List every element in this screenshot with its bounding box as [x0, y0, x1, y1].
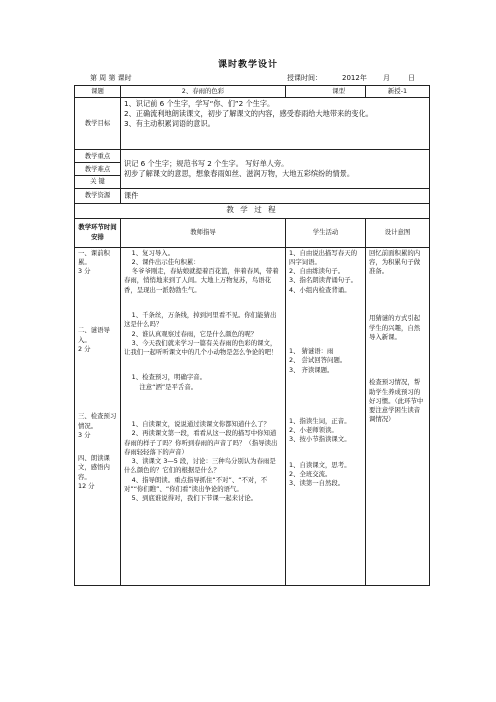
- key-line-2: 初步了解课文的意思，想象春雨如丝、滋润万物，大地五彩缤纷的情景。: [124, 168, 355, 178]
- key-row-1: [75, 150, 430, 163]
- teacher-column: [121, 247, 286, 585]
- student-step: 1、 猜谜语：雨: [289, 346, 334, 355]
- teacher-step: 5、到底谁说得对，我们下节课一起来讨论。: [131, 494, 258, 503]
- col-intent: 设计意图: [366, 218, 430, 247]
- page-title: 课时教学设计: [217, 60, 278, 70]
- goals-label: 教学目标: [75, 98, 121, 150]
- teacher-step: 4、指导朗读。重点指导抓住“不对”、“不对，不对”“你们瞧”、“你们看”读出争论的语气。: [124, 475, 268, 493]
- process-title: 教 学 过 程: [75, 203, 430, 218]
- column-header-row: [75, 218, 430, 247]
- student-step: 4、小组内检查背诵。: [289, 285, 351, 294]
- intent-2: 用猜谜的方式引起学生的兴趣，自然导入新课。: [369, 314, 421, 341]
- teacher-step: 2、再读课文第一段，看看从这一段的描写中你知道春雨的样子了吗？你听到春雨的声音了吗？（指导读出春雨轻轻落下的声音）: [124, 429, 278, 456]
- student-step: 3、按小节指读课文。: [289, 435, 351, 444]
- key-label-a: 教学重点: [75, 150, 121, 163]
- student-step: 1、自由说出描写春天的四字词语。: [289, 248, 357, 266]
- stage-4: 四、朗读课文，感悟内容。: [78, 454, 110, 481]
- student-step: 2、全班交流。: [289, 469, 332, 478]
- stage-2: 二、谜语导入。: [78, 326, 110, 344]
- goals-row: [75, 98, 430, 150]
- goal-item: 3、有主动积累词语的意识。: [124, 118, 215, 128]
- stage-1-time: 3 分: [78, 267, 91, 276]
- goal-item: 2、正确流利地朗读课文，初步了解课文的内容，感受春雨给大地带来的变化。: [124, 109, 373, 118]
- intent-3: 检查预习情况，帮助学生养成预习的好习惯。（此环节中要注意学困生读音调情况）: [369, 378, 424, 424]
- key-label-b: 教学难点: [75, 163, 121, 176]
- year: 2012年: [342, 74, 367, 82]
- resource-label: 教学资源: [75, 188, 121, 203]
- teacher-step: 1、检查预习，明确字音。: [131, 373, 207, 382]
- teacher-step: 3、今天我们就来学习一篇有关春雨的色彩的课文，让我们一起听听课文中的几个小动物是怎么争论的吧！: [124, 338, 278, 357]
- goal-item: 1、识记前 6 个生字，学写“你、们”2 个生字。: [124, 99, 275, 109]
- student-step: 3、 齐读课题。: [289, 365, 334, 374]
- student-step: 1、指读生词，正音。: [289, 416, 351, 425]
- stage-2-time: 2 分: [78, 344, 91, 353]
- resource-row: [75, 188, 430, 203]
- teacher-step: 3、读课文 3—5 段，讨论：三种鸟分别认为春雨是什么颜色的？它们的根据是什么？: [124, 457, 276, 475]
- student-step: 2、 尝试回答问题。: [289, 356, 347, 365]
- lesson-label: 课题: [75, 86, 121, 98]
- student-step: 2、自由练读句子。: [289, 267, 345, 276]
- student-column: [286, 247, 366, 585]
- process-body-row: [75, 247, 430, 585]
- stage-1: 一、课前积累。: [78, 248, 110, 266]
- stage-4-time: 12 分: [78, 481, 95, 490]
- col-student: 学生活动: [286, 218, 366, 247]
- key-line-1: 识记 6 个生字；规范书写 2 个生字。 写好单人旁。: [124, 159, 289, 169]
- lesson-row: [75, 86, 430, 98]
- teacher-step: 注意“洒”是平舌音。: [139, 382, 198, 391]
- stage-3-time: 3 分: [78, 430, 91, 439]
- day: 日: [408, 74, 415, 82]
- teacher-step: 1、自读课文，说说通过读课文你都知道什么了？: [131, 419, 270, 428]
- student-step: 2、小老师领读。: [289, 426, 338, 435]
- lesson-plan-table: [74, 85, 430, 586]
- month: 月: [383, 74, 390, 82]
- resource-value: 课件: [121, 188, 430, 203]
- student-step: 3、读第一自然段。: [289, 479, 345, 488]
- teacher-step: 2、谁认真观察过春雨，它是什么颜色的呢？: [131, 329, 258, 338]
- lesson-value: 2、春雨的色彩: [121, 86, 286, 98]
- key-label-c: 关 键: [75, 176, 121, 188]
- type-value: 新授-1: [366, 86, 430, 98]
- intent-column: [366, 247, 430, 585]
- process-title-row: [75, 203, 430, 218]
- week-line: 第 周 第 课时: [90, 74, 132, 82]
- student-step: 1、自读课文，思考。: [289, 460, 351, 469]
- teacher-step: 2、课件出示佳句积累：: [131, 257, 200, 266]
- key-content: [121, 150, 430, 188]
- time-label: 授课时间：: [287, 74, 322, 82]
- teacher-step: 1、复习导入。: [131, 248, 175, 257]
- col-teacher: 教师指导: [121, 218, 286, 247]
- teacher-step: 冬爷爷刚走，春姑娘就提着百花篮，伴着春风，带着春雨，悄悄地来到了人间。大地上万物复苏，鸟语花香，呈现出一派勃勃生气。: [124, 267, 279, 294]
- col-stage: 教学环节时间安排: [75, 218, 121, 247]
- teacher-step: 1、千条丝，万条线，掉到河里看不见。你们能猜出这是什么吗？: [124, 310, 277, 329]
- stage-3: 三、检查预习情况。: [78, 412, 117, 430]
- type-label: 课型: [286, 86, 366, 98]
- goals-content: [121, 98, 430, 150]
- stage-column: [75, 247, 121, 585]
- intent-1: 回忆前面积累的内容，为积累句子做准备。: [369, 248, 421, 276]
- student-step: 3、指名朗读背诵句子。: [289, 276, 357, 285]
